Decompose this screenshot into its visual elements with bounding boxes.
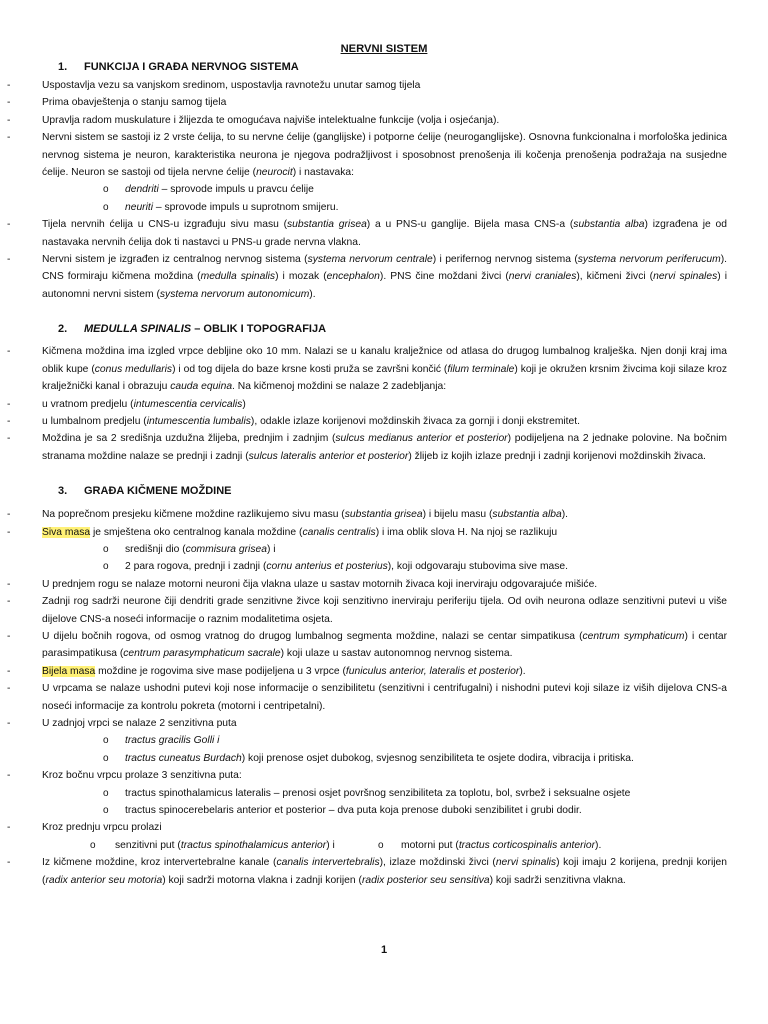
text-run: ). (519, 665, 526, 677)
item-text (42, 506, 727, 523)
bullet-dash: - (7, 97, 11, 109)
list-item (7, 94, 734, 111)
item-text: Kroz prednju vrpcu prolazi (42, 822, 162, 834)
bullet-dash: - (7, 398, 11, 410)
list-item (7, 77, 734, 94)
latin-term: intumescentia cervicalis (133, 398, 243, 410)
latin-term: tractus gracilis Golli i (125, 735, 220, 747)
bullet-dash: - (7, 630, 11, 642)
bullet-circle: o (90, 839, 96, 851)
highlighted-term: Bijela masa (42, 665, 96, 677)
text-run: ) podijeljena na 2 jednake polovine. Na bočnim stranama moždine nalaze se prednji i zadnji ( (42, 433, 727, 462)
text-run: ) i perifernog nervnog sistema ( (432, 254, 578, 266)
sub-list-item (0, 802, 768, 819)
bullet-dash: - (7, 665, 11, 677)
text-run: u lumbalnom predjelu ( (42, 415, 147, 427)
bullet-circle: o (103, 543, 109, 555)
bullet-circle: o (103, 561, 109, 573)
item-text (42, 663, 727, 680)
item-text: Kroz bočnu vrpcu prolaze 3 senzitivna puta: (42, 770, 242, 782)
section-3-heading (0, 483, 768, 501)
text-run: ), kičmeni živci ( (576, 271, 654, 283)
item-text (42, 430, 727, 465)
latin-term: substantia alba (492, 509, 562, 521)
text-run: ), odakle izlaze korijenovi moždinskih živaca za gornji i donji ekstremitet. (250, 415, 580, 427)
latin-term: conus medullaris (94, 363, 173, 375)
text-run: Moždina je sa 2 središnja uzdužna žlijeba, prednjim i zadnjim ( (42, 433, 336, 445)
bullet-circle: o (103, 735, 109, 747)
text-run: ). (595, 839, 602, 851)
text-run: . Na kičmenoj moždini se nalaze 2 zadebljanja: (232, 381, 447, 393)
latin-term: centrum symphaticum (582, 630, 685, 642)
text-run: tractus spinocerebelaris anterior et posterior – dva puta koja prenose duboki senzibilitet i grubi dodir. (125, 805, 582, 817)
latin-term: substantia grisea (344, 509, 423, 521)
page-number: 1 (380, 944, 388, 956)
item-text (42, 396, 727, 413)
text-run: ) i bijelu masu ( (422, 509, 493, 521)
list-item (7, 628, 734, 663)
item-text: U zadnjoj vrpci se nalaze 2 senzitivna puta (42, 718, 237, 729)
text-run: ) i ima oblik slova H. Na njoj se razlikuju (375, 526, 558, 538)
sub-list-item (0, 558, 768, 575)
text-run: ) i od tog dijela do baze krsne kosti pruža se završni končić ( (172, 363, 448, 375)
bullet-dash: - (7, 254, 11, 266)
bullet-dash: - (7, 509, 11, 521)
section-title: GRAĐA KIČMENE MOŽDINE (84, 485, 232, 498)
latin-term: funiculus anterior, lateralis et posterior (345, 665, 520, 677)
latin-term: medulla spinalis (200, 271, 276, 283)
item-text (42, 854, 727, 889)
text-run: senzitivni put ( (115, 839, 181, 851)
list-item (7, 819, 734, 836)
document-title: NERVNI SISTEM (340, 43, 428, 55)
highlighted-term: Siva masa (42, 526, 91, 538)
text-run: Kičmena moždina ima izgled vrpce debljine oko 10 mm. Nalazi se u kanalu kralježnice od atlasa do drugog lumbalnog kralješka. Njen donji kraj ima oblik kupe ( (42, 346, 727, 375)
section-number: 1. (58, 61, 68, 73)
bullet-dash: - (7, 132, 11, 144)
latin-term: nervi spinalis (495, 857, 557, 869)
list-item (7, 576, 734, 593)
bullet-circle: o (103, 752, 109, 764)
text-run: Iz kičmene moždine, kroz intervertebralne kanale ( (42, 857, 277, 869)
list-item (7, 854, 734, 889)
list-item (7, 767, 734, 784)
text-run: ) i autonomni nervni sistem ( (42, 271, 727, 300)
item-text (42, 343, 727, 395)
list-item (7, 593, 734, 628)
latin-term: tractus spinothalamicus anterior (180, 839, 327, 851)
text-run: ), koji odgovaraju stubovima sive mase. (387, 561, 569, 573)
sub-list-item (0, 181, 768, 198)
text-run: ) (242, 398, 246, 410)
text-run: ). (561, 509, 568, 521)
text-run: ) koji sadrži motorna vlakna i zadnji korijen ( (162, 874, 362, 886)
latin-term: dendriti (125, 184, 159, 196)
text-run: u vratnom predjelu ( (42, 398, 134, 410)
bullet-dash: - (7, 857, 11, 869)
text-run: ) i (266, 543, 276, 555)
text-run: ). CNS formiraju kičmena moždina ( (42, 254, 727, 283)
bullet-dash: - (7, 596, 11, 608)
text-run: ) i nastavaka: (292, 167, 354, 179)
latin-term: encephalon (326, 271, 380, 283)
list-item (7, 396, 734, 413)
list-item (7, 216, 734, 251)
bullet-dash: - (7, 433, 11, 445)
bullet-dash: - (7, 526, 11, 538)
item-text: Upravlja radom muskulature i žlijezda te omogućava najviše intelektualne funkcije (volja i osjećanja). (42, 114, 500, 126)
bullet-dash: - (7, 219, 11, 231)
item-text (42, 251, 727, 303)
list-item (7, 430, 734, 465)
item-text (42, 216, 727, 251)
list-item (7, 343, 734, 395)
text-run: je smještena oko centralnog kanala moždine ( (90, 526, 303, 538)
text-run: Tijela nervnih ćelija u CNS-u izgrađuju sivu masu ( (42, 219, 288, 231)
latin-term: substantia alba (573, 219, 645, 231)
sub-list-item (0, 199, 768, 216)
latin-term: substantia grisea (287, 219, 367, 231)
latin-term: sulcus medianus anterior et posterior (335, 433, 508, 445)
item-text: Uspostavlja vezu sa vanjskom sredinom, uspostavlja ravnotežu unutar samog tijela (42, 80, 421, 91)
text-run: ) koji imaju 2 korijena, prednji korijen ( (42, 857, 727, 886)
item-text (42, 413, 727, 430)
latin-term: nervi craniales (508, 271, 577, 283)
list-item (7, 251, 734, 303)
latin-term: intumescentia lumbalis (146, 415, 251, 427)
list-item (7, 680, 734, 715)
text-run: ), izlaze moždinski živci ( (379, 857, 496, 869)
text-run: U dijelu bočnih rogova, od osmog vratnog do drugog lumbalnog segmenta moždine, nalazi se centar simpatikusa ( (42, 630, 583, 642)
text-run: ) koji je okružen krsnim živcima koji silaze kroz kralježnički kanal i obrazuju (42, 363, 727, 393)
bullet-circle: o (103, 787, 109, 799)
item-text: Prima obavještenja o stanju samog tijela (42, 97, 227, 109)
bullet-circle: o (103, 805, 109, 817)
section-number: 2. (58, 323, 68, 336)
text-run: ). (309, 288, 316, 300)
latin-term: tractus cuneatus Burdach (125, 752, 242, 764)
text-run: Nervni sistem se sastoji iz 2 vrste ćelija, to su nervne ćelije (ganglijske) i potporne ćelije (neuroganglijske). Osnovna funkcionalna i morfološka jedinica nervnog sistema je neuron, karakteristika neurona je njegova podražljivost i sposobnost prenošenja ili kočenja prenošenja podražaja na susjedne ćelije. Neuron se sastoji od tijela nervne ćelije ( (42, 132, 727, 179)
latin-term: cornu anterius et posterius (266, 561, 388, 573)
latin-term: commisura grisea (185, 543, 267, 555)
latin-term: filum terminale (447, 363, 515, 375)
item-text: U vrpcama se nalaze ushodni putevi koji nose informacije o senzibilitetu (senzitivni i centrifugalni) i nishodni putevi koji silaze iz viših dijelova CNS-a noseći informacije za kontrolu pokreta (motorni i centripetalni). (42, 683, 727, 712)
latin-term: cauda equina (170, 381, 233, 393)
section-title-latin: MEDULLA SPINALIS (84, 323, 192, 336)
text-run: tractus spinothalamicus lateralis – prenosi osjet površnog senzibiliteta za toplotu, bol, svrbež i seksualne osjete (125, 787, 631, 799)
latin-term: centrum parasymphaticum sacrale (123, 648, 281, 660)
list-item (7, 413, 734, 430)
text-run: moždine je rogovima sive mase podijeljena u 3 vrpce ( (95, 665, 346, 677)
section-1-heading (0, 59, 768, 77)
item-text: U prednjem rogu se nalaze motorni neuroni čija vlakna ulaze u sastav motornih živaca koji inerviraju odgovarajuće mišiće. (42, 578, 598, 590)
bullet-dash: - (7, 578, 11, 590)
list-item (7, 129, 734, 181)
list-item (7, 663, 734, 680)
latin-term: canalis centralis (302, 526, 376, 538)
sub-list-item (0, 785, 768, 802)
latin-term: sulcus lateralis anterior et posterior (248, 450, 409, 462)
text-run: ) koji sadrži senzitivna vlakna. (489, 874, 626, 886)
text-run: ) i mozak ( (275, 271, 327, 283)
latin-term: systema nervorum autonomicum (159, 288, 310, 300)
bullet-dash: - (7, 822, 11, 834)
section-title: – OBLIK I TOPOGRAFIJA (191, 323, 327, 336)
bullet-dash: - (7, 346, 11, 358)
list-item (7, 524, 734, 541)
latin-term: neuriti (125, 201, 154, 213)
section-2-heading (0, 321, 768, 339)
text-run: ) i (326, 839, 335, 851)
item-text (42, 129, 727, 181)
sub-list-item (0, 732, 768, 749)
bullet-circle: o (378, 839, 384, 851)
latin-term: radix posterior seu sensitiva (361, 874, 490, 886)
text-run: – sprovode impuls u suprotnom smijeru. (153, 201, 339, 213)
text-run: ) koji ulaze u sastav autonomnog nervnog sistema. (280, 648, 513, 660)
bullet-dash: - (7, 114, 11, 126)
text-run: ) izgrađena je od nastavaka nervnih ćelija dok ti nastavci u PNS-u grade nervna vlakna. (42, 219, 727, 248)
text-run: ). PNS čine moždani živci ( (379, 271, 509, 283)
latin-term: systema nervorum centrale (307, 254, 433, 266)
section-title: FUNKCIJA I GRAĐA NERVNOG SISTEMA (84, 61, 299, 73)
section-number: 3. (58, 485, 68, 498)
text-run: ) koji prenose osjet dubokog, svjesnog senzibiliteta te osjete dodira, vibracija i pritiska. (241, 752, 634, 764)
text-run: Na poprečnom presjeku kičmene moždine razlikujemo sivu masu ( (42, 509, 345, 521)
latin-term: neurocit (256, 167, 293, 179)
sub-list-item (0, 541, 768, 558)
text-run: središnji dio ( (125, 543, 186, 555)
text-run: ) a u PNS-u ganglije. Bijela masa CNS-a ( (366, 219, 574, 231)
item-text (42, 524, 727, 541)
bullet-circle: o (103, 201, 109, 213)
list-item (7, 715, 734, 732)
bullet-dash: - (7, 415, 11, 427)
text-run: Nervni sistem je izgrađen iz centralnog nervnog sistema ( (42, 254, 308, 266)
text-run: – sprovode impuls u pravcu ćelije (158, 184, 314, 196)
latin-term: systema nervorum periferucum (577, 254, 721, 266)
item-text: Zadnji rog sadrži neurone čiji dendriti grade senzitivne živce koji senzitivno inerviraju periferiju tijela. Od ovih neurona odlaze senzitivni putevi u više dijelove CNS-a noseći informacije o raznim modalitetima osjeta. (42, 596, 727, 625)
latin-term: tractus corticospinalis anterior (458, 839, 596, 851)
latin-term: nervi spinales (653, 271, 718, 283)
latin-term: radix anterior seu motoria (45, 874, 163, 886)
text-run: motorni put ( (401, 839, 459, 851)
sub-list-row (0, 837, 768, 854)
bullet-circle: o (103, 184, 109, 196)
list-item (7, 112, 734, 129)
sub-list-item (401, 837, 601, 854)
item-text (42, 628, 727, 663)
text-run: 2 para rogova, prednji i zadnji ( (125, 561, 267, 573)
sub-list-item (0, 750, 768, 767)
text-run: ) i centar parasimpatikusa ( (42, 630, 727, 660)
bullet-dash: - (7, 683, 11, 695)
bullet-dash: - (7, 718, 11, 729)
bullet-dash: - (7, 770, 11, 782)
list-item (7, 506, 734, 523)
bullet-dash: - (7, 80, 11, 91)
latin-term: canalis intervertebralis (276, 857, 380, 869)
text-run: ) žlijeb iz kojih izlaze prednji i zadnji korijenovi moždinskih živaca. (408, 450, 706, 462)
sub-list-item (115, 837, 335, 854)
